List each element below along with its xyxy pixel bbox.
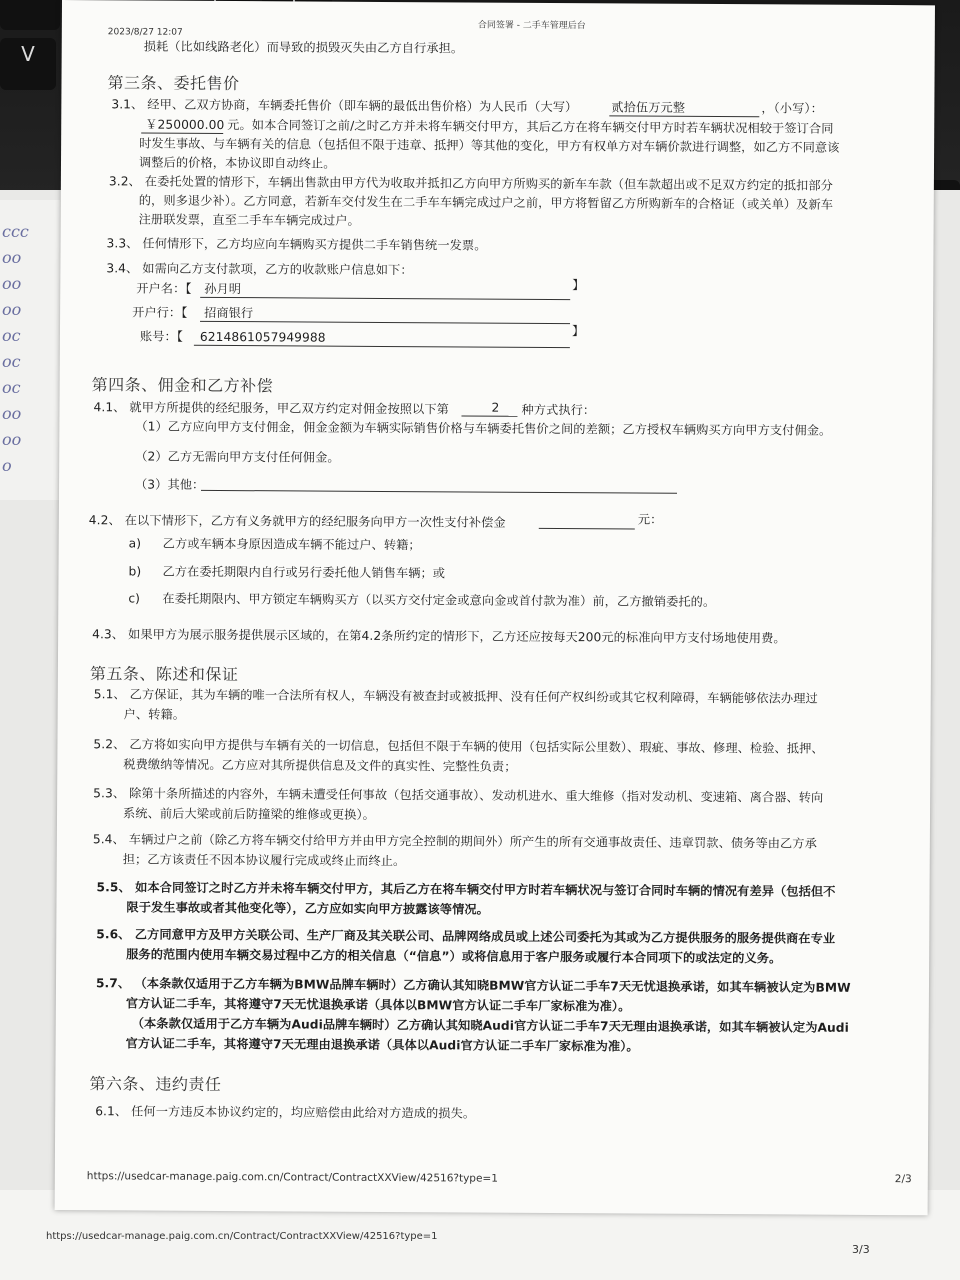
- account-bank-line: [200, 307, 570, 324]
- clause-5-2: 5.2、 乙方将如实向甲方提供与车辆有关的一切信息，包括但不限于车辆的使用（包括实际公里数）、瑕疵、事故、修理、检验、抵押、: [93, 737, 824, 756]
- amount-in-number: ￥250000.00: [145, 117, 225, 132]
- clause-4-2-item: 在委托期限内、甲方锁定车辆购买方（以买方交付定金或意向金或首付款为准）前，乙方撤销委托的。: [162, 591, 716, 610]
- account-bank-label: 开户行：【: [132, 305, 188, 320]
- clause-5-2: 税费缴纳等情况。乙方应对其所提供信息及文件的真实性、完整性负责；: [123, 757, 517, 774]
- section-title-4: 第四条、佣金和乙方补偿: [91, 375, 274, 396]
- commission-option-2: （2）乙方无需向甲方支付任何佣金。: [135, 449, 340, 465]
- clause-3-1-small: ，（小写）：: [761, 101, 823, 116]
- bracket-close: 】: [572, 278, 585, 293]
- section-title-3: 第三条、委托售价: [107, 73, 240, 94]
- clause-5-5: 5.5、 如本合同签订之时乙方并未将车辆交付甲方，其后乙方在将车辆交付甲方时若车辆状况与签订合同时车辆的情况有差异（包括但不: [96, 880, 836, 899]
- clause-6-1: 6.1、 任何一方违反本协议约定的，均应赔偿由此给对方造成的损失。: [95, 1104, 476, 1121]
- clause-5-3: 系统、前后大梁或前后防撞梁的维修或更换）。: [122, 806, 376, 822]
- account-number-line: [194, 331, 570, 348]
- account-name-value: 孙月明: [204, 281, 242, 297]
- clause-3-3: 3.3、 任何情形下，乙方均应向车辆购买方提供二手车销售统一发票。: [106, 236, 487, 253]
- commission-option-1: （1）乙方应向甲方支付佣金，佣金金额为车辆实际销售价格与车辆委托售价之间的差额；乙方授权车辆购买方向甲方支付佣金。: [135, 419, 832, 438]
- underlying-page-url: https://usedcar-manage.paig.com.cn/Contract/ContractXXView/42516?type=1: [46, 1231, 438, 1242]
- section-title-6: 第六条、违约责任: [89, 1074, 222, 1094]
- commission-method-line: [461, 401, 517, 416]
- clause-3-2: 注册联发票，直至二手车车辆完成过户。: [138, 212, 360, 228]
- clause-4-2-unit: 元：: [637, 512, 663, 527]
- list-marker: b): [128, 564, 142, 579]
- keyboard-key: V: [0, 38, 56, 90]
- commission-other-line: [201, 476, 677, 494]
- handwriting-mark: oc: [2, 378, 21, 397]
- contract-page: [55, 0, 935, 1215]
- handwriting-mark: o: [2, 456, 12, 475]
- footer-url: https://usedcar-manage.paig.com.cn/Contract/ContractXXView/42516?type=1: [86, 1170, 498, 1185]
- account-name-label: 开户名：【: [136, 281, 192, 296]
- clause-4-2-item: 乙方或车辆本身原因造成车辆不能过户、转籍；: [162, 536, 421, 553]
- clause-5-3: 5.3、 除第十条所描述的内容外，车辆未遭受任何事故（包括交通事故）、发动机进水、重大维修（指对发动机、变速箱、离合器、转向: [93, 786, 824, 805]
- clause-5-7: 官方认证二手车，其将遵守7天无忧退换承诺（具体以BMW官方认证二手车厂家标准为准）。: [125, 996, 631, 1014]
- clause-3-1: 元。如本合同签订之前/之时乙方并未将车辆交付甲方，其后乙方在将车辆交付甲方时若车辆状况相较于签订合同: [227, 118, 834, 136]
- clause-5-7: （本条款仅适用于乙方车辆为Audi品牌车辆时）乙方确认其知晓Audi官方认证二手车7天无理由退换承诺，如其车辆被认定为Audi: [131, 1016, 849, 1035]
- clause-5-1: 5.1、 乙方保证，其为车辆的唯一合法所有权人，车辆没有被查封或被抵押、没有任何产权纠纷或其它权利障碍，车辆能够依法办理过: [93, 687, 818, 706]
- clause-3-1: 调整后的价格，本协议即自动终止。: [138, 155, 336, 171]
- clause-4-1: 4.1、 就甲方所提供的经纪服务，甲乙双方约定对佣金按照以下第: [93, 400, 449, 417]
- amount-in-number-line: [141, 118, 223, 134]
- handwriting-mark: oo: [2, 248, 22, 267]
- commission-option-3: （3）其他：: [134, 477, 205, 492]
- print-datetime: 2023/8/27 12:07: [107, 27, 183, 38]
- clause-4-1: 种方式执行：: [521, 402, 596, 418]
- clause-5-7: 5.7、 （本条款仅适用于乙方车辆为BMW品牌车辆时）乙方确认其知晓BMW官方认证二手车7天无忧退换承诺，如其车辆被认定为BMW: [95, 976, 851, 995]
- keyboard-key: [0, 0, 60, 30]
- handwriting-mark: oo: [2, 430, 22, 449]
- clause-3-1: 时发生事故、与车辆有关的信息（包括但不限于违章、抵押）等其他的变化，甲方有权单方对车辆价款进行调整，如乙方不同意该: [139, 136, 840, 155]
- clause-5-1: 户、转籍。: [123, 707, 186, 722]
- clause-4-2: 4.2、 在以下情形下，乙方有义务就甲方的经纪服务向甲方一次性支付补偿金: [88, 513, 506, 530]
- account-name-line: [200, 283, 570, 300]
- account-number-value: 6214861057949988: [199, 329, 326, 345]
- amount-in-words: 贰拾伍万元整: [611, 100, 686, 115]
- handwriting-mark: ccc: [2, 222, 29, 241]
- underlying-page-number: 3/3: [852, 1243, 870, 1256]
- clause-5-4: 5.4、 车辆过户之前（除乙方将车辆交付给甲方并由甲方完全控制的期间外）所产生的所有交通事故责任、违章罚款、债务等由乙方承: [92, 832, 817, 851]
- account-bank-value: 招商银行: [204, 305, 254, 321]
- handwriting-mark: oc: [2, 352, 21, 371]
- clause-3-1: 3.1、 经甲、乙双方协商，车辆委托售价（即车辆的最低出售价格）为人民币（大写）: [111, 97, 578, 115]
- commission-method-choice: 2: [491, 400, 500, 415]
- clause-5-4: 担；乙方该责任不因本协议履行完成或终止而终止。: [122, 852, 406, 869]
- list-marker: c): [128, 591, 141, 606]
- clause-5-5: 限于发生事故或者其他变化等），乙方应如实向甲方披露该等情况。: [126, 900, 490, 917]
- clause-5-6: 5.6、 乙方同意甲方及甲方关联公司、生产厂商及其关联公司、品牌网络成员或上述公司委托为其或为乙方提供服务的服务提供商在专业: [96, 927, 836, 946]
- print-header-title: 合同签署 - 二手车管理后台: [477, 20, 586, 32]
- clause-text: 损耗（比如线路老化）而导致的损毁灭失由乙方自行承担。: [143, 39, 464, 56]
- handwritten-note-sheet: [0, 200, 60, 500]
- account-number-label: 账号：【: [139, 329, 184, 344]
- bracket-close: 】: [571, 324, 585, 339]
- clause-3-4: 3.4、 如需向乙方支付款项，乙方的收款账户信息如下：: [106, 261, 413, 278]
- clause-5-7: 官方认证二手车，其将遵守7天无理由退换承诺（具体以Audi官方认证二手车厂家标准为准）。: [125, 1036, 639, 1054]
- compensation-amount-line: [539, 514, 635, 530]
- handwriting-mark: oo: [2, 300, 22, 319]
- footer-page-number: 2/3: [894, 1173, 912, 1186]
- section-title-5: 第五条、陈述和保证: [89, 664, 239, 685]
- list-marker: a): [128, 536, 142, 551]
- clause-4-3: 4.3、 如果甲方为展示服务提供展示区域的，在第4.2条所约定的情形下，乙方还应按每天200元的标准向甲方支付场地使用费。: [92, 627, 786, 646]
- clause-4-2-item: 乙方在委托期限内自行或另行委托他人销售车辆；或: [162, 564, 446, 581]
- clause-5-6: 服务的范围内使用车辆交易过程中乙方的相关信息（“信息”）或将信息用于客户服务或履行本合同项下的或法定的义务。: [126, 947, 782, 966]
- handwriting-mark: oo: [2, 404, 22, 423]
- handwriting-mark: oo: [2, 274, 22, 293]
- clause-3-2: 3.2、 在委托处置的情形下，车辆出售款由甲方代为收取并抵扣乙方向甲方所购买的新车车款（但车款超出或不足双方约定的抵扣部分: [108, 174, 833, 193]
- amount-in-words-line: [609, 101, 759, 117]
- handwriting-mark: oc: [2, 326, 21, 345]
- clause-3-2: 的，则多退少补）。乙方同意，若新车交付发生在二手车车辆完成过户之前，甲方将暂留乙方所购新车的合格证（或关单）及新车: [138, 193, 834, 212]
